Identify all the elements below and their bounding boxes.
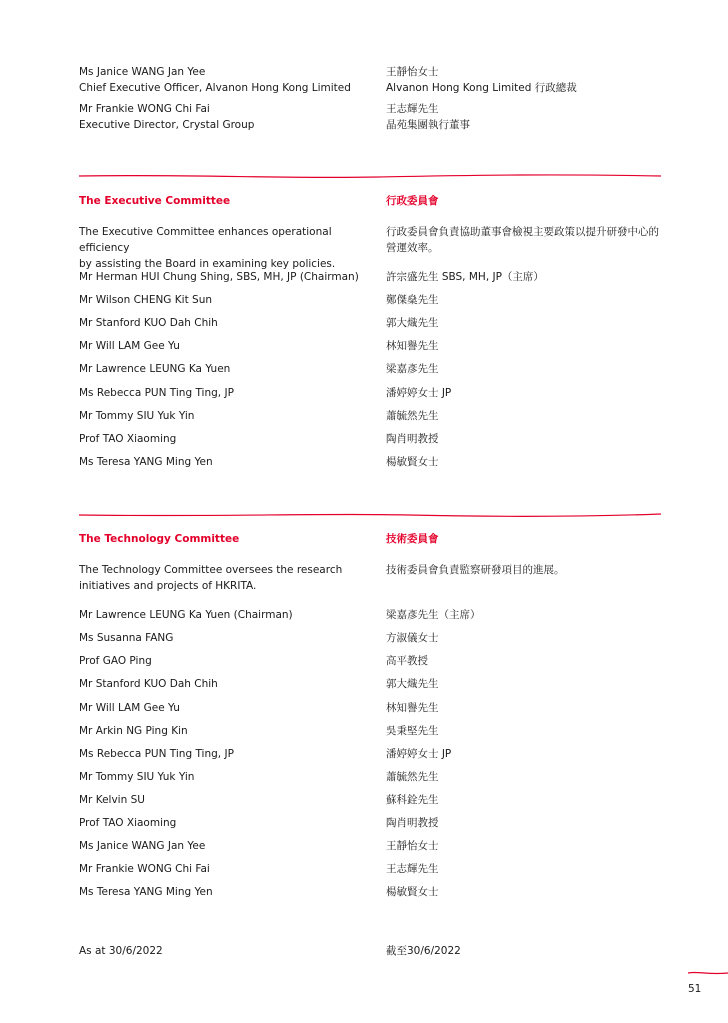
tech-member-en: Ms Teresa YANG Ming Yen <box>79 886 213 898</box>
exec-member-en: Mr Herman HUI Chung Shing, SBS, MH, JP (Chairman) <box>79 271 359 283</box>
tech-member-en: Ms Susanna FANG <box>79 632 174 644</box>
tech-member-zh: 蕭毓然先生 <box>386 771 439 783</box>
tech-member-en: Mr Will LAM Gee Yu <box>79 702 180 714</box>
tech-committee-desc-zh <box>386 562 676 578</box>
exec-member-en: Mr Lawrence LEUNG Ka Yuen <box>79 363 231 375</box>
tech-member-zh: 梁嘉彥先生（主席） <box>386 609 481 621</box>
exec-member-en: Mr Wilson CHENG Kit Sun <box>79 294 213 306</box>
intro-member-1-en <box>79 64 369 96</box>
exec-member-zh: 鄭傑燊先生 <box>386 294 439 306</box>
tech-member-zh: 楊敏賢女士 <box>386 886 439 898</box>
tech-member-zh: 方淑儀女士 <box>386 632 439 644</box>
tech-member-zh: 郭大熾先生 <box>386 678 439 690</box>
member-name: 王志輝先生 <box>386 103 439 115</box>
member-name: 王靜怡女士 <box>386 66 439 78</box>
tech-member-zh: 蘇科銓先生 <box>386 794 439 806</box>
tech-member-en: Prof GAO Ping <box>79 655 152 667</box>
tech-member-zh: 潘婷婷女士 JP <box>386 748 452 760</box>
tech-member-zh: 高平教授 <box>386 655 428 667</box>
exec-member-zh: 蕭毓然先生 <box>386 410 439 422</box>
desc-line: 營運效率。 <box>386 242 439 254</box>
intro-member-1-zh <box>386 64 676 96</box>
member-name: Mr Frankie WONG Chi Fai <box>79 103 210 115</box>
tech-member-en: Ms Janice WANG Jan Yee <box>79 840 206 852</box>
page-number-accent <box>688 969 728 977</box>
as-at-date-zh: 截至30/6/2022 <box>386 945 461 957</box>
tech-member-zh: 王志輝先生 <box>386 863 439 875</box>
tech-member-en: Mr Lawrence LEUNG Ka Yuen (Chairman) <box>79 609 293 621</box>
exec-member-en: Mr Will LAM Gee Yu <box>79 340 180 352</box>
intro-member-2-zh <box>386 101 676 133</box>
tech-member-en: Mr Frankie WONG Chi Fai <box>79 863 210 875</box>
page-number: 51 <box>688 983 702 995</box>
member-role: Executive Director, Crystal Group <box>79 119 255 131</box>
exec-committee-title-zh: 行政委員會 <box>386 195 439 207</box>
exec-member-zh: 林知譽先生 <box>386 340 439 352</box>
intro-member-2-en <box>79 101 369 133</box>
exec-member-zh: 楊敏賢女士 <box>386 456 439 468</box>
exec-committee-desc-en <box>79 224 374 272</box>
exec-member-en: Ms Rebecca PUN Ting Ting, JP <box>79 387 234 399</box>
tech-member-en: Mr Kelvin SU <box>79 794 145 806</box>
tech-committee-title-zh: 技術委員會 <box>386 533 439 545</box>
tech-member-en: Mr Tommy SIU Yuk Yin <box>79 771 195 783</box>
desc-line: The Executive Committee enhances operational efficiency <box>79 226 332 254</box>
exec-member-zh: 潘婷婷女士 JP <box>386 387 452 399</box>
member-name: Ms Janice WANG Jan Yee <box>79 66 206 78</box>
section-divider <box>79 171 661 181</box>
exec-member-zh: 梁嘉彥先生 <box>386 363 439 375</box>
desc-line: initiatives and projects of HKRITA. <box>79 580 257 592</box>
tech-member-zh: 林知譽先生 <box>386 702 439 714</box>
exec-member-zh: 郭大熾先生 <box>386 317 439 329</box>
member-role: Chief Executive Officer, Alvanon Hong Kong Limited <box>79 82 351 94</box>
exec-member-en: Mr Tommy SIU Yuk Yin <box>79 410 195 422</box>
exec-member-zh: 許宗盛先生 SBS, MH, JP（主席） <box>386 271 544 283</box>
tech-member-en: Mr Stanford KUO Dah Chih <box>79 678 218 690</box>
member-role: 晶苑集團執行董事 <box>386 119 470 131</box>
tech-member-zh: 吳秉堅先生 <box>386 725 439 737</box>
exec-committee-desc-zh <box>386 224 676 256</box>
section-divider <box>79 510 661 520</box>
tech-member-en: Prof TAO Xiaoming <box>79 817 177 829</box>
exec-member-en: Mr Stanford KUO Dah Chih <box>79 317 218 329</box>
tech-member-en: Ms Rebecca PUN Ting Ting, JP <box>79 748 234 760</box>
desc-line: 行政委員會負責協助董事會檢視主要政策以提升研發中心的 <box>386 226 659 238</box>
as-at-date-en: As at 30/6/2022 <box>79 945 163 957</box>
desc-line: The Technology Committee oversees the research <box>79 564 343 576</box>
tech-member-en: Mr Arkin NG Ping Kin <box>79 725 188 737</box>
member-role: Alvanon Hong Kong Limited 行政總裁 <box>386 82 577 94</box>
tech-member-zh: 王靜怡女士 <box>386 840 439 852</box>
tech-committee-desc-en <box>79 562 369 594</box>
exec-member-en: Prof TAO Xiaoming <box>79 433 177 445</box>
desc-line: by assisting the Board in examining key policies. <box>79 258 336 270</box>
exec-member-en: Ms Teresa YANG Ming Yen <box>79 456 213 468</box>
desc-line: 技術委員會負責監察研發項目的進展。 <box>386 564 565 576</box>
tech-committee-title-en: The Technology Committee <box>79 533 240 545</box>
exec-member-zh: 陶肖明教授 <box>386 433 439 445</box>
tech-member-zh: 陶肖明教授 <box>386 817 439 829</box>
exec-committee-title-en: The Executive Committee <box>79 195 231 207</box>
